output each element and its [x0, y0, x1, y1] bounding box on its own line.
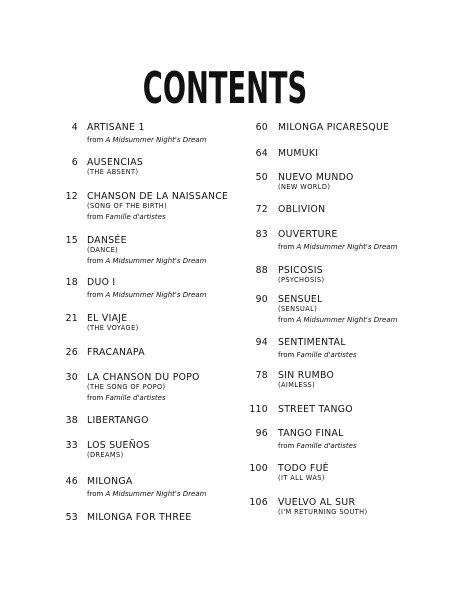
piece-title: SENTIMENTAL — [278, 337, 346, 348]
piece-source — [278, 441, 438, 451]
source-prefix: from — [87, 394, 104, 402]
piece-source — [87, 256, 247, 266]
source-prefix: from — [87, 136, 104, 144]
entry-body — [278, 337, 438, 360]
page-number: 21 — [65, 313, 78, 324]
page-number: 18 — [65, 277, 78, 288]
piece-translation: (SENSUAL) — [278, 305, 318, 313]
source-prefix: from — [87, 490, 104, 498]
piece-source — [87, 489, 247, 499]
source-work: A Midsummer Night's Dream — [105, 136, 207, 144]
piece-source — [87, 290, 247, 300]
entry-body — [87, 157, 247, 176]
piece-translation: (DANCE) — [87, 246, 119, 254]
page-number: 64 — [255, 148, 268, 159]
piece-title: DANSÉE — [87, 235, 127, 246]
entry-body — [87, 235, 247, 266]
piece-source — [278, 315, 438, 325]
entry-body — [87, 512, 247, 523]
piece-title: TODO FUÉ — [278, 463, 329, 474]
page-number: 38 — [65, 415, 78, 426]
piece-title: CHANSON DE LA NAISSANCE — [87, 191, 229, 202]
piece-title: LOS SUEÑOS — [87, 440, 150, 451]
piece-title: SENSUEL — [278, 294, 323, 305]
page-number: 94 — [255, 337, 268, 348]
page-number: 100 — [249, 463, 268, 474]
piece-translation: (AIMLESS) — [278, 381, 316, 389]
piece-title: ARTISANE 1 — [87, 122, 145, 133]
piece-translation: (THE SONG OF POPO) — [87, 383, 166, 391]
piece-title: STREET TANGO — [278, 404, 353, 415]
page-number: 33 — [65, 440, 78, 451]
piece-translation: (THE ABSENT) — [87, 168, 139, 176]
page-number: 60 — [255, 122, 268, 133]
entry-body — [278, 370, 438, 389]
source-work: A Midsummer Night's Dream — [105, 490, 207, 498]
source-work: Famille d'artistes — [296, 442, 357, 450]
page-number: 53 — [65, 512, 78, 523]
source-prefix: from — [87, 257, 104, 265]
page-number: 83 — [255, 229, 268, 240]
entry-body — [87, 415, 247, 426]
piece-title: SIN RUMBO — [278, 370, 335, 381]
piece-title: VUELVO AL SUR — [278, 497, 356, 508]
piece-title: MUMUKI — [278, 148, 319, 159]
page-number: 110 — [249, 404, 268, 415]
entry-body — [278, 463, 438, 482]
piece-translation: (SONG OF THE BIRTH) — [87, 202, 168, 210]
entry-body — [87, 347, 247, 358]
entry-body — [87, 372, 247, 403]
page-number: 4 — [71, 122, 78, 133]
piece-source — [278, 242, 438, 252]
entry-body — [278, 265, 438, 284]
source-work: A Midsummer Night's Dream — [105, 291, 207, 299]
source-prefix: from — [278, 243, 295, 251]
page-number: 90 — [255, 294, 268, 305]
entry-body — [278, 294, 438, 325]
page-number: 96 — [255, 428, 268, 439]
piece-title: EL VIAJE — [87, 313, 128, 324]
piece-source — [87, 135, 247, 145]
piece-title: FRACANAPA — [87, 347, 145, 358]
piece-title: OBLIVION — [278, 204, 326, 215]
piece-translation: (IT ALL WAS) — [278, 474, 325, 482]
piece-title: MILONGA — [87, 476, 133, 487]
page-title: CONTENTS — [142, 63, 308, 115]
page-number: 88 — [255, 265, 268, 276]
page-number: 46 — [65, 476, 78, 487]
source-prefix: from — [87, 213, 104, 221]
entry-body — [278, 404, 438, 415]
piece-translation: (I'M RETURNING SOUTH) — [278, 508, 368, 516]
source-work: Famille d'artistes — [296, 351, 357, 359]
entry-body — [278, 204, 438, 215]
entry-body — [87, 191, 247, 222]
piece-title: DUO I — [87, 277, 116, 288]
entry-body — [87, 122, 247, 145]
entry-body — [278, 148, 438, 159]
piece-translation: (THE VOYAGE) — [87, 324, 139, 332]
piece-source — [87, 393, 247, 403]
piece-title: LIBERTANGO — [87, 415, 149, 426]
piece-title: NUEVO MUNDO — [278, 172, 354, 183]
entry-body — [278, 172, 438, 191]
entry-body — [87, 277, 247, 300]
piece-translation: (PSYCHOSIS) — [278, 276, 325, 284]
entry-body — [87, 476, 247, 499]
entry-body — [87, 440, 247, 459]
source-prefix: from — [87, 291, 104, 299]
entry-body — [278, 122, 438, 133]
piece-source — [278, 350, 438, 360]
source-prefix: from — [278, 316, 295, 324]
page-number: 72 — [255, 204, 268, 215]
source-prefix: from — [278, 442, 295, 450]
source-work: Famille d'artistes — [105, 394, 166, 402]
entry-body — [278, 229, 438, 252]
piece-title: OUVERTURE — [278, 229, 338, 240]
piece-source — [87, 212, 247, 222]
piece-title: PSICOSIS — [278, 265, 324, 276]
page-number: 106 — [249, 497, 268, 508]
piece-title: AUSENCIAS — [87, 157, 144, 168]
source-work: A Midsummer Night's Dream — [105, 257, 207, 265]
page-number: 15 — [65, 235, 78, 246]
piece-translation: (DREAMS) — [87, 451, 124, 459]
piece-title: TANGO FINAL — [278, 428, 344, 439]
piece-title: MILONGA FOR THREE — [87, 512, 192, 523]
source-work: A Midsummer Night's Dream — [296, 316, 398, 324]
piece-title: MILONGA PICARESQUE — [278, 122, 390, 133]
page-number: 78 — [255, 370, 268, 381]
piece-translation: (NEW WORLD) — [278, 183, 331, 191]
entry-body — [278, 497, 438, 516]
page-number: 12 — [65, 191, 78, 202]
source-work: Famille d'artistes — [105, 213, 166, 221]
source-prefix: from — [278, 351, 295, 359]
page-number: 30 — [65, 372, 78, 383]
source-work: A Midsummer Night's Dream — [296, 243, 398, 251]
entry-body — [87, 313, 247, 332]
entry-body — [278, 428, 438, 451]
piece-title: LA CHANSON DU POPO — [87, 372, 200, 383]
page-number: 6 — [71, 157, 78, 168]
page-number: 50 — [255, 172, 268, 183]
page-number: 26 — [65, 347, 78, 358]
